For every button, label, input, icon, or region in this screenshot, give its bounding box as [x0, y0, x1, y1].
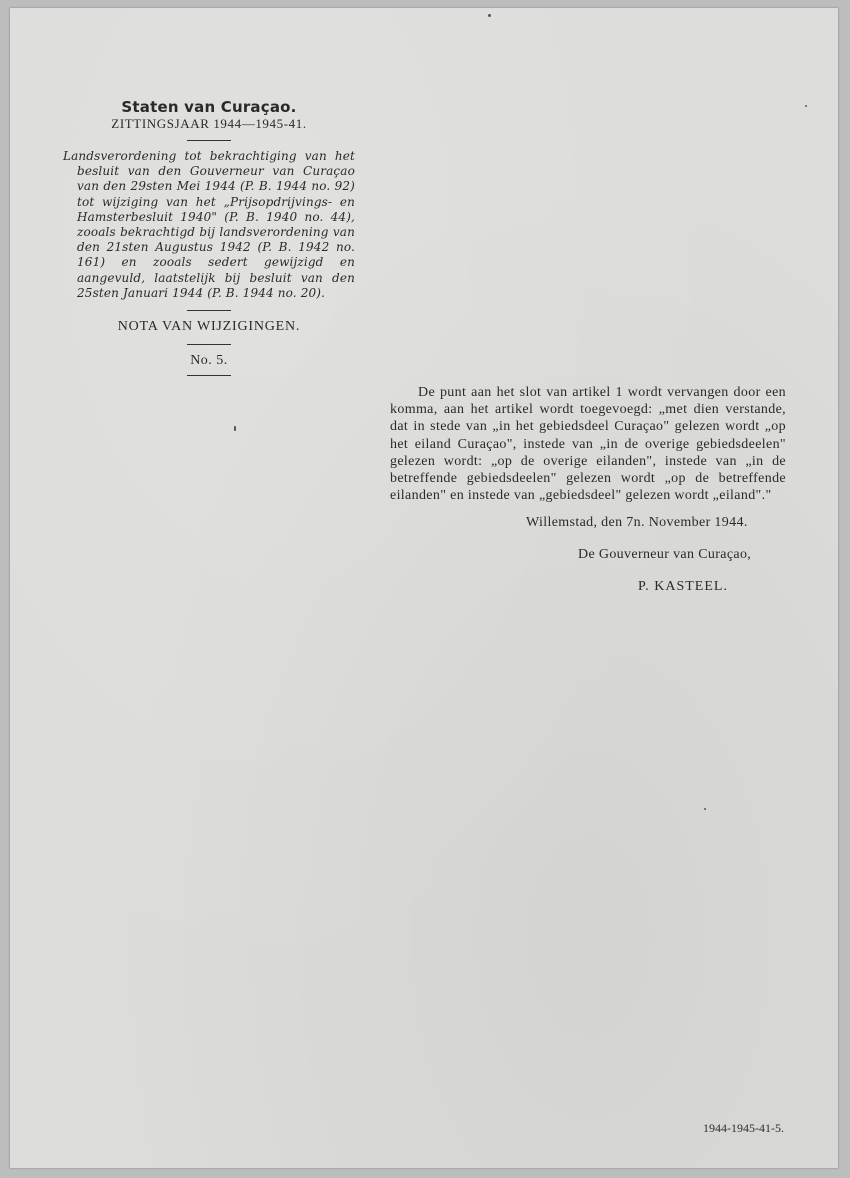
divider: [187, 375, 231, 376]
divider: [187, 310, 231, 311]
signatory-name: P. KASTEEL.: [638, 579, 728, 595]
header-block: [63, 98, 355, 384]
nota-heading: NOTA VAN WIJZIGINGEN.: [117, 319, 301, 335]
session-year: ZITTINGSJAAR 1944—1945-41.: [111, 116, 307, 131]
nota-number: No. 5.: [190, 353, 228, 369]
document-page: [10, 8, 838, 1168]
paper-speck: [488, 14, 491, 17]
document-reference: 1944-1945-41-5.: [703, 1121, 784, 1135]
governor-title: De Gouverneur van Curaçao,: [578, 547, 752, 563]
place-and-date: Willemstad, den 7n. November 1944.: [526, 515, 748, 531]
paper-speck: [805, 105, 807, 107]
divider: [187, 140, 231, 141]
divider: [187, 344, 231, 345]
amendment-text: De punt aan het slot van artikel 1 wordt vervangen door een komma, aan het artikel wordt toegevoegd: „met dien verstande, dat in stede van „in het gebiedsdeel Curaçao" gelezen wordt „op het eiland Curaçao", instede van „in de overige gebiedsdeelen" gelezen wordt: „op de overige eilanden", instede van „in de betreffende gebiedsdeelen" gelezen wordt „op de betreffende eilanden" en instede van „gebiedsdeel" gelezen wordt „eiland".": [390, 385, 786, 504]
amendment-block: [390, 384, 786, 595]
paper-speck: [704, 808, 706, 810]
subject-description: Landsverordening tot bekrachtiging van het besluit van den Gouverneur van Curaçao van den 29sten Mei 1944 (P. B. 1944 no. 92) tot wijziging van het „Prijsopdrijvings- en Hamsterbesluit 1940" (P. B. 1940 no. 44), zooals bekrachtigd bij landsverordening van den 21sten Augustus 1942 (P. B. 1942 no. 161) en zooals sedert gewijzigd en aangevuld, laatstelijk bij besluit van den 25sten Januari 1944 (P. B. 1944 no. 20).: [63, 149, 355, 300]
document-title: Staten van Curaçao.: [121, 98, 297, 116]
paper-speck: [234, 426, 236, 431]
